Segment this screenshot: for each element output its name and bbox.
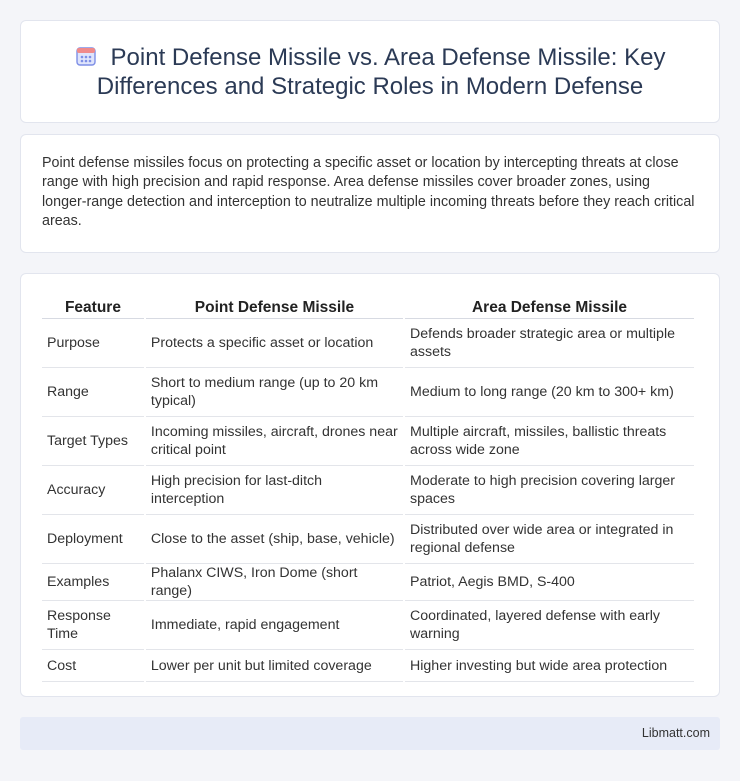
area-defense-cell: Patriot, Aegis BMD, S-400 — [405, 564, 694, 601]
header-area-defense: Area Defense Missile — [405, 296, 694, 319]
point-defense-cell: Close to the asset (ship, base, vehicle) — [146, 515, 403, 564]
point-defense-cell: Short to medium range (up to 20 km typical) — [146, 368, 403, 417]
area-defense-cell: Multiple aircraft, missiles, ballistic threats across wide zone — [405, 417, 694, 466]
page-title-text: Point Defense Missile vs. Area Defense Missile: Key Differences and Strategic Roles in Modern Defense — [96, 44, 666, 100]
feature-cell: Deployment — [42, 515, 144, 564]
table-row — [42, 417, 694, 466]
header-point-defense: Point Defense Missile — [146, 296, 403, 319]
area-defense-cell: Higher investing but wide area protection — [405, 650, 694, 682]
calendar-icon — [75, 45, 97, 67]
table-row — [42, 564, 694, 601]
feature-cell: Cost — [42, 650, 144, 682]
footer-brand-link[interactable]: Libmatt.com — [641, 726, 710, 740]
feature-cell: Target Types — [42, 417, 144, 466]
page-title — [45, 43, 695, 101]
intro-card — [20, 134, 720, 253]
footer — [20, 717, 720, 750]
feature-cell: Examples — [42, 564, 144, 601]
table-row — [42, 466, 694, 515]
feature-cell: Response Time — [42, 601, 144, 650]
point-defense-cell: Phalanx CIWS, Iron Dome (short range) — [146, 564, 403, 601]
area-defense-cell: Coordinated, layered defense with early warning — [405, 601, 694, 650]
comparison-table — [40, 296, 696, 682]
feature-cell: Range — [42, 368, 144, 417]
table-row — [42, 515, 694, 564]
table-row — [42, 319, 694, 368]
area-defense-cell: Distributed over wide area or integrated in regional defense — [405, 515, 694, 564]
header-feature: Feature — [42, 296, 144, 319]
feature-cell: Purpose — [42, 319, 144, 368]
area-defense-cell: Moderate to high precision covering larger spaces — [405, 466, 694, 515]
table-row — [42, 601, 694, 650]
table-row — [42, 368, 694, 417]
table-header-row — [42, 296, 694, 319]
point-defense-cell: Protects a specific asset or location — [146, 319, 403, 368]
comparison-card — [20, 273, 720, 697]
intro-paragraph: Point defense missiles focus on protecting a specific asset or location by intercepting threats at close range with high precision and rapid response. Area defense missiles cover broader zones, using longer-range detection and interception to neutralize multiple incoming threats before they reach critical areas. — [42, 155, 695, 230]
area-defense-cell: Defends broader strategic area or multiple assets — [405, 319, 694, 368]
feature-cell: Accuracy — [42, 466, 144, 515]
point-defense-cell: Lower per unit but limited coverage — [146, 650, 403, 682]
table-row — [42, 650, 694, 682]
area-defense-cell: Medium to long range (20 km to 300+ km) — [405, 368, 694, 417]
point-defense-cell: Immediate, rapid engagement — [146, 601, 403, 650]
point-defense-cell: Incoming missiles, aircraft, drones near critical point — [146, 417, 403, 466]
point-defense-cell: High precision for last-ditch interception — [146, 466, 403, 515]
title-card — [20, 20, 720, 123]
